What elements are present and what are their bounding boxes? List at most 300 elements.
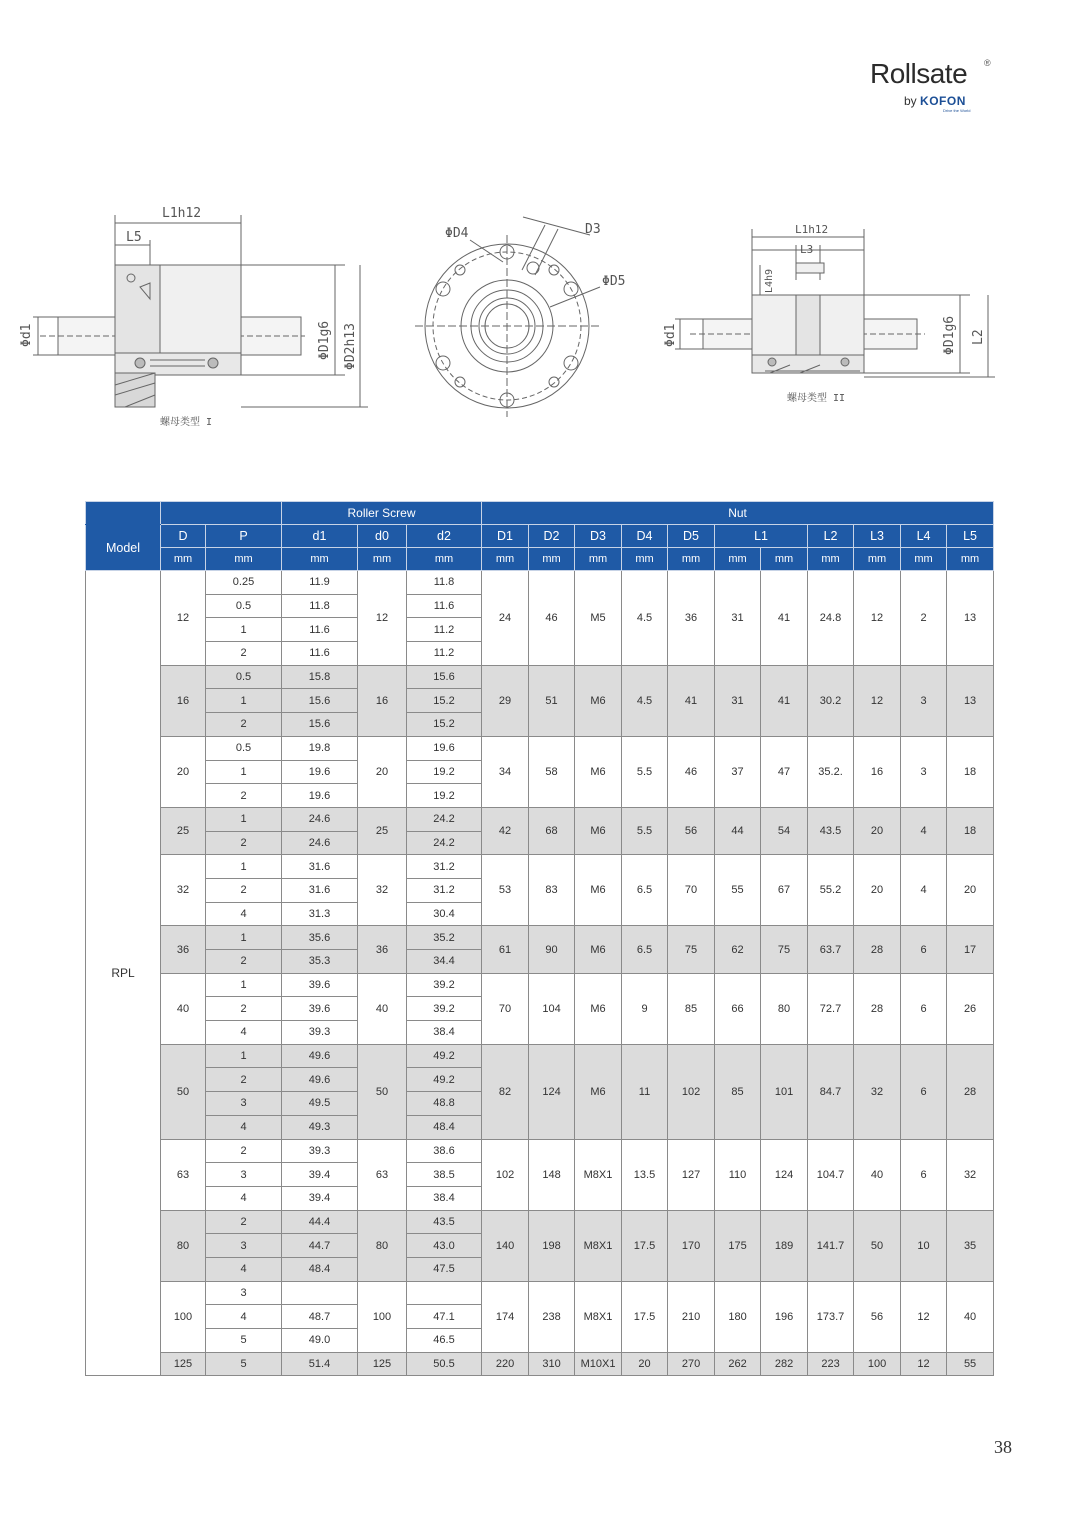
cell-d1: 11.6	[282, 642, 358, 666]
cell-d3: M6	[575, 855, 622, 926]
cell-d1: 34	[482, 736, 529, 807]
cell-l5: 32	[947, 1139, 994, 1210]
cell-l5: 18	[947, 807, 994, 854]
brand-logo	[870, 58, 991, 113]
header-col-d5: D5	[668, 525, 715, 548]
fig1-caption: 螺母类型 I	[160, 417, 213, 428]
cell-d2: 124	[529, 1044, 575, 1139]
cell-l1b: 54	[761, 807, 808, 854]
cell-d2: 15.2	[407, 713, 482, 737]
cell-d2: 30.4	[407, 902, 482, 926]
cell-d0: 20	[358, 736, 407, 807]
cell-P: 4	[206, 902, 282, 926]
brand-by-word: by	[904, 94, 917, 108]
cell-P: 3	[206, 1092, 282, 1116]
table-row	[86, 973, 994, 997]
cell-d1: 24.6	[282, 807, 358, 831]
model-cell: RPL	[86, 571, 161, 1376]
cell-P: 5	[206, 1329, 282, 1353]
table-row	[86, 736, 994, 760]
header-nut: Nut	[482, 502, 994, 525]
cell-d1: 44.7	[282, 1234, 358, 1258]
cell-d1: 61	[482, 926, 529, 973]
cell-d1: 49.3	[282, 1115, 358, 1139]
cell-d1: 53	[482, 855, 529, 926]
cell-d2: 38.4	[407, 1186, 482, 1210]
cell-d0: 25	[358, 807, 407, 854]
cell-l2: 43.5	[808, 807, 854, 854]
fig1-D1-label: ΦD1g6	[317, 320, 332, 360]
fig3-caption: 螺母类型 II	[787, 393, 846, 404]
cell-D: 63	[161, 1139, 206, 1210]
header-unit: mm	[854, 548, 901, 571]
cell-P: 2	[206, 642, 282, 666]
fig3-d1-label: Φd1	[663, 323, 678, 347]
cell-l3: 56	[854, 1281, 901, 1352]
cell-l5: 26	[947, 973, 994, 1044]
cell-d2: 39.2	[407, 997, 482, 1021]
header-col-d: D	[161, 525, 206, 548]
cell-d1: 49.6	[282, 1044, 358, 1068]
cell-d2: 11.8	[407, 571, 482, 595]
cell-d2: 38.6	[407, 1139, 482, 1163]
cell-l4: 3	[901, 736, 947, 807]
cell-d3: M8X1	[575, 1139, 622, 1210]
cell-d1: 174	[482, 1281, 529, 1352]
header-unit: mm	[358, 548, 407, 571]
cell-l1b: 189	[761, 1210, 808, 1281]
cell-d5: 56	[668, 807, 715, 854]
cell-P: 4	[206, 1186, 282, 1210]
cell-d1: 19.8	[282, 736, 358, 760]
fig3-L4-label: L4h9	[764, 268, 775, 293]
cell-d4: 6.5	[622, 855, 668, 926]
cell-d0: 36	[358, 926, 407, 973]
cell-d1: 39.6	[282, 973, 358, 997]
cell-d1: 70	[482, 973, 529, 1044]
header-unit: mm	[482, 548, 529, 571]
cell-d1: 220	[482, 1352, 529, 1376]
cell-l4: 3	[901, 665, 947, 736]
cell-d3: M6	[575, 973, 622, 1044]
cell-d3: M6	[575, 665, 622, 736]
cell-d4: 13.5	[622, 1139, 668, 1210]
technical-drawings	[0, 195, 1078, 445]
cell-d3: M8X1	[575, 1210, 622, 1281]
cell-P: 1	[206, 760, 282, 784]
cell-d2: 15.2	[407, 689, 482, 713]
cell-d0: 100	[358, 1281, 407, 1352]
cell-d2: 47.1	[407, 1305, 482, 1329]
fig3-D1-label: ΦD1g6	[942, 315, 957, 355]
cell-d2: 11.2	[407, 618, 482, 642]
cell-P: 3	[206, 1234, 282, 1258]
cell-P: 1	[206, 807, 282, 831]
cell-d1: 24	[482, 571, 529, 666]
cell-P: 4	[206, 1305, 282, 1329]
table-row	[86, 807, 994, 831]
cell-d2: 49.2	[407, 1044, 482, 1068]
cell-d1: 11.8	[282, 594, 358, 618]
cell-P: 1	[206, 1044, 282, 1068]
fig2-D3-label: D3	[585, 222, 601, 237]
cell-d1: 39.3	[282, 1021, 358, 1045]
header-row-groups	[86, 502, 994, 525]
cell-P: 0.5	[206, 736, 282, 760]
cell-d1: 48.7	[282, 1305, 358, 1329]
cell-d1	[282, 1281, 358, 1305]
cell-P: 5	[206, 1352, 282, 1376]
cell-d1: 31.6	[282, 878, 358, 902]
cell-P: 2	[206, 1139, 282, 1163]
cell-d2: 47.5	[407, 1257, 482, 1281]
cell-d1: 15.8	[282, 665, 358, 689]
cell-d2: 43.5	[407, 1210, 482, 1234]
cell-d1: 11.6	[282, 618, 358, 642]
cell-d1: 15.6	[282, 689, 358, 713]
cell-l1b: 41	[761, 571, 808, 666]
cell-d2: 19.2	[407, 784, 482, 808]
cell-D: 50	[161, 1044, 206, 1139]
cell-l4: 12	[901, 1352, 947, 1376]
cell-d1: 11.9	[282, 571, 358, 595]
cell-d1: 24.6	[282, 831, 358, 855]
cell-l1a: 55	[715, 855, 761, 926]
cell-l1a: 44	[715, 807, 761, 854]
cell-P: 2	[206, 713, 282, 737]
cell-l5: 40	[947, 1281, 994, 1352]
cell-l2: 55.2	[808, 855, 854, 926]
cell-l1a: 262	[715, 1352, 761, 1376]
cell-l1a: 110	[715, 1139, 761, 1210]
cell-P: 4	[206, 1257, 282, 1281]
cell-D: 100	[161, 1281, 206, 1352]
cell-d1: 140	[482, 1210, 529, 1281]
cell-l1b: 41	[761, 665, 808, 736]
cell-l5: 35	[947, 1210, 994, 1281]
cell-d4: 6.5	[622, 926, 668, 973]
header-unit: mm	[407, 548, 482, 571]
cell-d3: M5	[575, 571, 622, 666]
cell-l2: 72.7	[808, 973, 854, 1044]
table-row	[86, 1352, 994, 1376]
cell-d1: 31.6	[282, 855, 358, 879]
cell-l3: 40	[854, 1139, 901, 1210]
header-col-l4: L4	[901, 525, 947, 548]
cell-l1a: 180	[715, 1281, 761, 1352]
cell-d2: 148	[529, 1139, 575, 1210]
cell-l4: 6	[901, 926, 947, 973]
cell-P: 1	[206, 855, 282, 879]
cell-P: 4	[206, 1021, 282, 1045]
cell-d3: M6	[575, 926, 622, 973]
cell-d5: 210	[668, 1281, 715, 1352]
header-unit: mm	[206, 548, 282, 571]
registered-mark: ®	[984, 58, 991, 68]
figure-flange-view	[415, 217, 600, 417]
cell-l2: 223	[808, 1352, 854, 1376]
cell-l3: 32	[854, 1044, 901, 1139]
cell-d2: 58	[529, 736, 575, 807]
cell-l5: 13	[947, 665, 994, 736]
table-row	[86, 1281, 994, 1305]
cell-P: 4	[206, 1115, 282, 1139]
cell-l1b: 124	[761, 1139, 808, 1210]
header-unit: mm	[622, 548, 668, 571]
cell-d5: 102	[668, 1044, 715, 1139]
cell-P: 0.5	[206, 594, 282, 618]
header-row-columns	[86, 525, 994, 548]
header-col-d4: D4	[622, 525, 668, 548]
cell-l5: 55	[947, 1352, 994, 1376]
cell-l5: 13	[947, 571, 994, 666]
cell-d2: 48.8	[407, 1092, 482, 1116]
cell-d5: 85	[668, 973, 715, 1044]
cell-P: 2	[206, 784, 282, 808]
cell-l5: 28	[947, 1044, 994, 1139]
cell-d3: M6	[575, 1044, 622, 1139]
cell-d2: 15.6	[407, 665, 482, 689]
header-blank	[86, 502, 161, 525]
cell-d0: 32	[358, 855, 407, 926]
figure-nut-type-1	[33, 215, 368, 407]
cell-d1: 35.3	[282, 950, 358, 974]
cell-d0: 40	[358, 973, 407, 1044]
cell-d3: M8X1	[575, 1281, 622, 1352]
cell-d1: 49.5	[282, 1092, 358, 1116]
cell-l1a: 62	[715, 926, 761, 973]
cell-l2: 141.7	[808, 1210, 854, 1281]
header-roller-screw: Roller Screw	[282, 502, 482, 525]
cell-d0: 63	[358, 1139, 407, 1210]
page-number: 38	[994, 1437, 1012, 1457]
header-unit: mm	[529, 548, 575, 571]
cell-l4: 6	[901, 973, 947, 1044]
cell-l3: 16	[854, 736, 901, 807]
cell-d5: 75	[668, 926, 715, 973]
cell-l3: 12	[854, 665, 901, 736]
brand-tagline: Drive the World	[943, 108, 971, 113]
cell-l2: 63.7	[808, 926, 854, 973]
cell-l1a: 31	[715, 571, 761, 666]
cell-d4: 11	[622, 1044, 668, 1139]
cell-d2: 19.6	[407, 736, 482, 760]
cell-l4: 6	[901, 1139, 947, 1210]
cell-d1: 39.4	[282, 1186, 358, 1210]
header-model: Model	[86, 525, 161, 571]
cell-l3: 28	[854, 973, 901, 1044]
cell-d1: 51.4	[282, 1352, 358, 1376]
header-unit: mm	[901, 548, 947, 571]
fig3-L2-label: L2	[971, 329, 986, 345]
header-unit: mm	[761, 548, 808, 571]
cell-d4: 5.5	[622, 736, 668, 807]
cell-l3: 28	[854, 926, 901, 973]
cell-d4: 20	[622, 1352, 668, 1376]
cell-l4: 12	[901, 1281, 947, 1352]
table-row	[86, 1139, 994, 1163]
cell-d1: 39.3	[282, 1139, 358, 1163]
cell-l1b: 101	[761, 1044, 808, 1139]
fig2-D5-label: ΦD5	[602, 274, 626, 289]
cell-d0: 12	[358, 571, 407, 666]
cell-d2: 43.0	[407, 1234, 482, 1258]
spec-table	[85, 501, 994, 1376]
cell-l4: 4	[901, 807, 947, 854]
cell-l2: 104.7	[808, 1139, 854, 1210]
cell-l1a: 31	[715, 665, 761, 736]
fig1-D2-label: ΦD2h13	[343, 323, 358, 370]
cell-d1: 19.6	[282, 760, 358, 784]
cell-d0: 125	[358, 1352, 407, 1376]
cell-d2: 24.2	[407, 831, 482, 855]
cell-d5: 41	[668, 665, 715, 736]
cell-d5: 127	[668, 1139, 715, 1210]
brand-name: Rollsate	[870, 58, 968, 89]
cell-l1b: 67	[761, 855, 808, 926]
cell-d1: 19.6	[282, 784, 358, 808]
drawings-svg	[0, 195, 1078, 445]
cell-P: 1	[206, 973, 282, 997]
cell-d2: 38.4	[407, 1021, 482, 1045]
cell-d1: 44.4	[282, 1210, 358, 1234]
cell-d0: 16	[358, 665, 407, 736]
cell-d3: M6	[575, 736, 622, 807]
cell-P: 0.5	[206, 665, 282, 689]
fig2-D4-label: ΦD4	[445, 226, 469, 241]
header-col-l1: L1	[715, 525, 808, 548]
cell-d3: M10X1	[575, 1352, 622, 1376]
header-col-l5: L5	[947, 525, 994, 548]
table-row	[86, 665, 994, 689]
cell-d2: 39.2	[407, 973, 482, 997]
cell-d1: 42	[482, 807, 529, 854]
header-col-d2: D2	[529, 525, 575, 548]
cell-d5: 46	[668, 736, 715, 807]
cell-d2: 50.5	[407, 1352, 482, 1376]
cell-P: 1	[206, 926, 282, 950]
cell-P: 3	[206, 1281, 282, 1305]
cell-P: 2	[206, 950, 282, 974]
brand-by	[904, 94, 966, 108]
cell-l4: 10	[901, 1210, 947, 1281]
cell-d2: 46	[529, 571, 575, 666]
cell-d2: 11.6	[407, 594, 482, 618]
cell-d4: 5.5	[622, 807, 668, 854]
cell-d2: 38.5	[407, 1163, 482, 1187]
cell-P: 2	[206, 878, 282, 902]
cell-d2: 51	[529, 665, 575, 736]
cell-d1: 82	[482, 1044, 529, 1139]
cell-l5: 18	[947, 736, 994, 807]
cell-D: 36	[161, 926, 206, 973]
header-unit: mm	[161, 548, 206, 571]
cell-l4: 2	[901, 571, 947, 666]
cell-l3: 50	[854, 1210, 901, 1281]
cell-d2: 310	[529, 1352, 575, 1376]
cell-D: 20	[161, 736, 206, 807]
fig3-L3-label: L3	[800, 243, 814, 256]
table-row	[86, 571, 994, 595]
cell-d1: 102	[482, 1139, 529, 1210]
fig1-d1-label: Φd1	[19, 323, 34, 347]
fig1-L5-label: L5	[126, 230, 142, 245]
brand-company: KOFON	[920, 94, 966, 108]
cell-d0: 80	[358, 1210, 407, 1281]
cell-d1: 39.4	[282, 1163, 358, 1187]
cell-d2: 34.4	[407, 950, 482, 974]
cell-l2: 35.2.	[808, 736, 854, 807]
cell-l5: 17	[947, 926, 994, 973]
header-col-d3: D3	[575, 525, 622, 548]
cell-l1a: 175	[715, 1210, 761, 1281]
cell-d2: 24.2	[407, 807, 482, 831]
cell-d2: 46.5	[407, 1329, 482, 1353]
cell-d4: 9	[622, 973, 668, 1044]
cell-d1: 49.0	[282, 1329, 358, 1353]
cell-d4: 17.5	[622, 1281, 668, 1352]
cell-l3: 12	[854, 571, 901, 666]
cell-l3: 100	[854, 1352, 901, 1376]
cell-d2: 11.2	[407, 642, 482, 666]
cell-l1a: 66	[715, 973, 761, 1044]
cell-P: 1	[206, 618, 282, 642]
cell-d5: 170	[668, 1210, 715, 1281]
cell-l3: 20	[854, 855, 901, 926]
cell-d2: 31.2	[407, 855, 482, 879]
cell-d4: 17.5	[622, 1210, 668, 1281]
cell-D: 16	[161, 665, 206, 736]
cell-D: 40	[161, 973, 206, 1044]
cell-D: 80	[161, 1210, 206, 1281]
table-body	[86, 571, 994, 1376]
header-unit: mm	[715, 548, 761, 571]
cell-D: 32	[161, 855, 206, 926]
cell-d1: 48.4	[282, 1257, 358, 1281]
cell-l1b: 282	[761, 1352, 808, 1376]
cell-d1: 39.6	[282, 997, 358, 1021]
table-row	[86, 1044, 994, 1068]
cell-d5: 270	[668, 1352, 715, 1376]
cell-P: 2	[206, 997, 282, 1021]
cell-d2: 68	[529, 807, 575, 854]
cell-P: 1	[206, 689, 282, 713]
table-header	[86, 502, 994, 571]
cell-d2: 35.2	[407, 926, 482, 950]
cell-d2: 19.2	[407, 760, 482, 784]
cell-P: 2	[206, 1068, 282, 1092]
cell-P: 2	[206, 1210, 282, 1234]
cell-d4: 4.5	[622, 571, 668, 666]
cell-l1a: 37	[715, 736, 761, 807]
table-row	[86, 855, 994, 879]
cell-d1: 49.6	[282, 1068, 358, 1092]
cell-l1b: 47	[761, 736, 808, 807]
cell-d1: 29	[482, 665, 529, 736]
cell-l4: 6	[901, 1044, 947, 1139]
cell-D: 125	[161, 1352, 206, 1376]
cell-D: 12	[161, 571, 206, 666]
cell-l1b: 196	[761, 1281, 808, 1352]
cell-l2: 30.2	[808, 665, 854, 736]
header-col-d0: d0	[358, 525, 407, 548]
cell-d1: 31.3	[282, 902, 358, 926]
cell-d2: 104	[529, 973, 575, 1044]
cell-l1b: 80	[761, 973, 808, 1044]
cell-d2: 48.4	[407, 1115, 482, 1139]
cell-l2: 84.7	[808, 1044, 854, 1139]
cell-d2	[407, 1281, 482, 1305]
